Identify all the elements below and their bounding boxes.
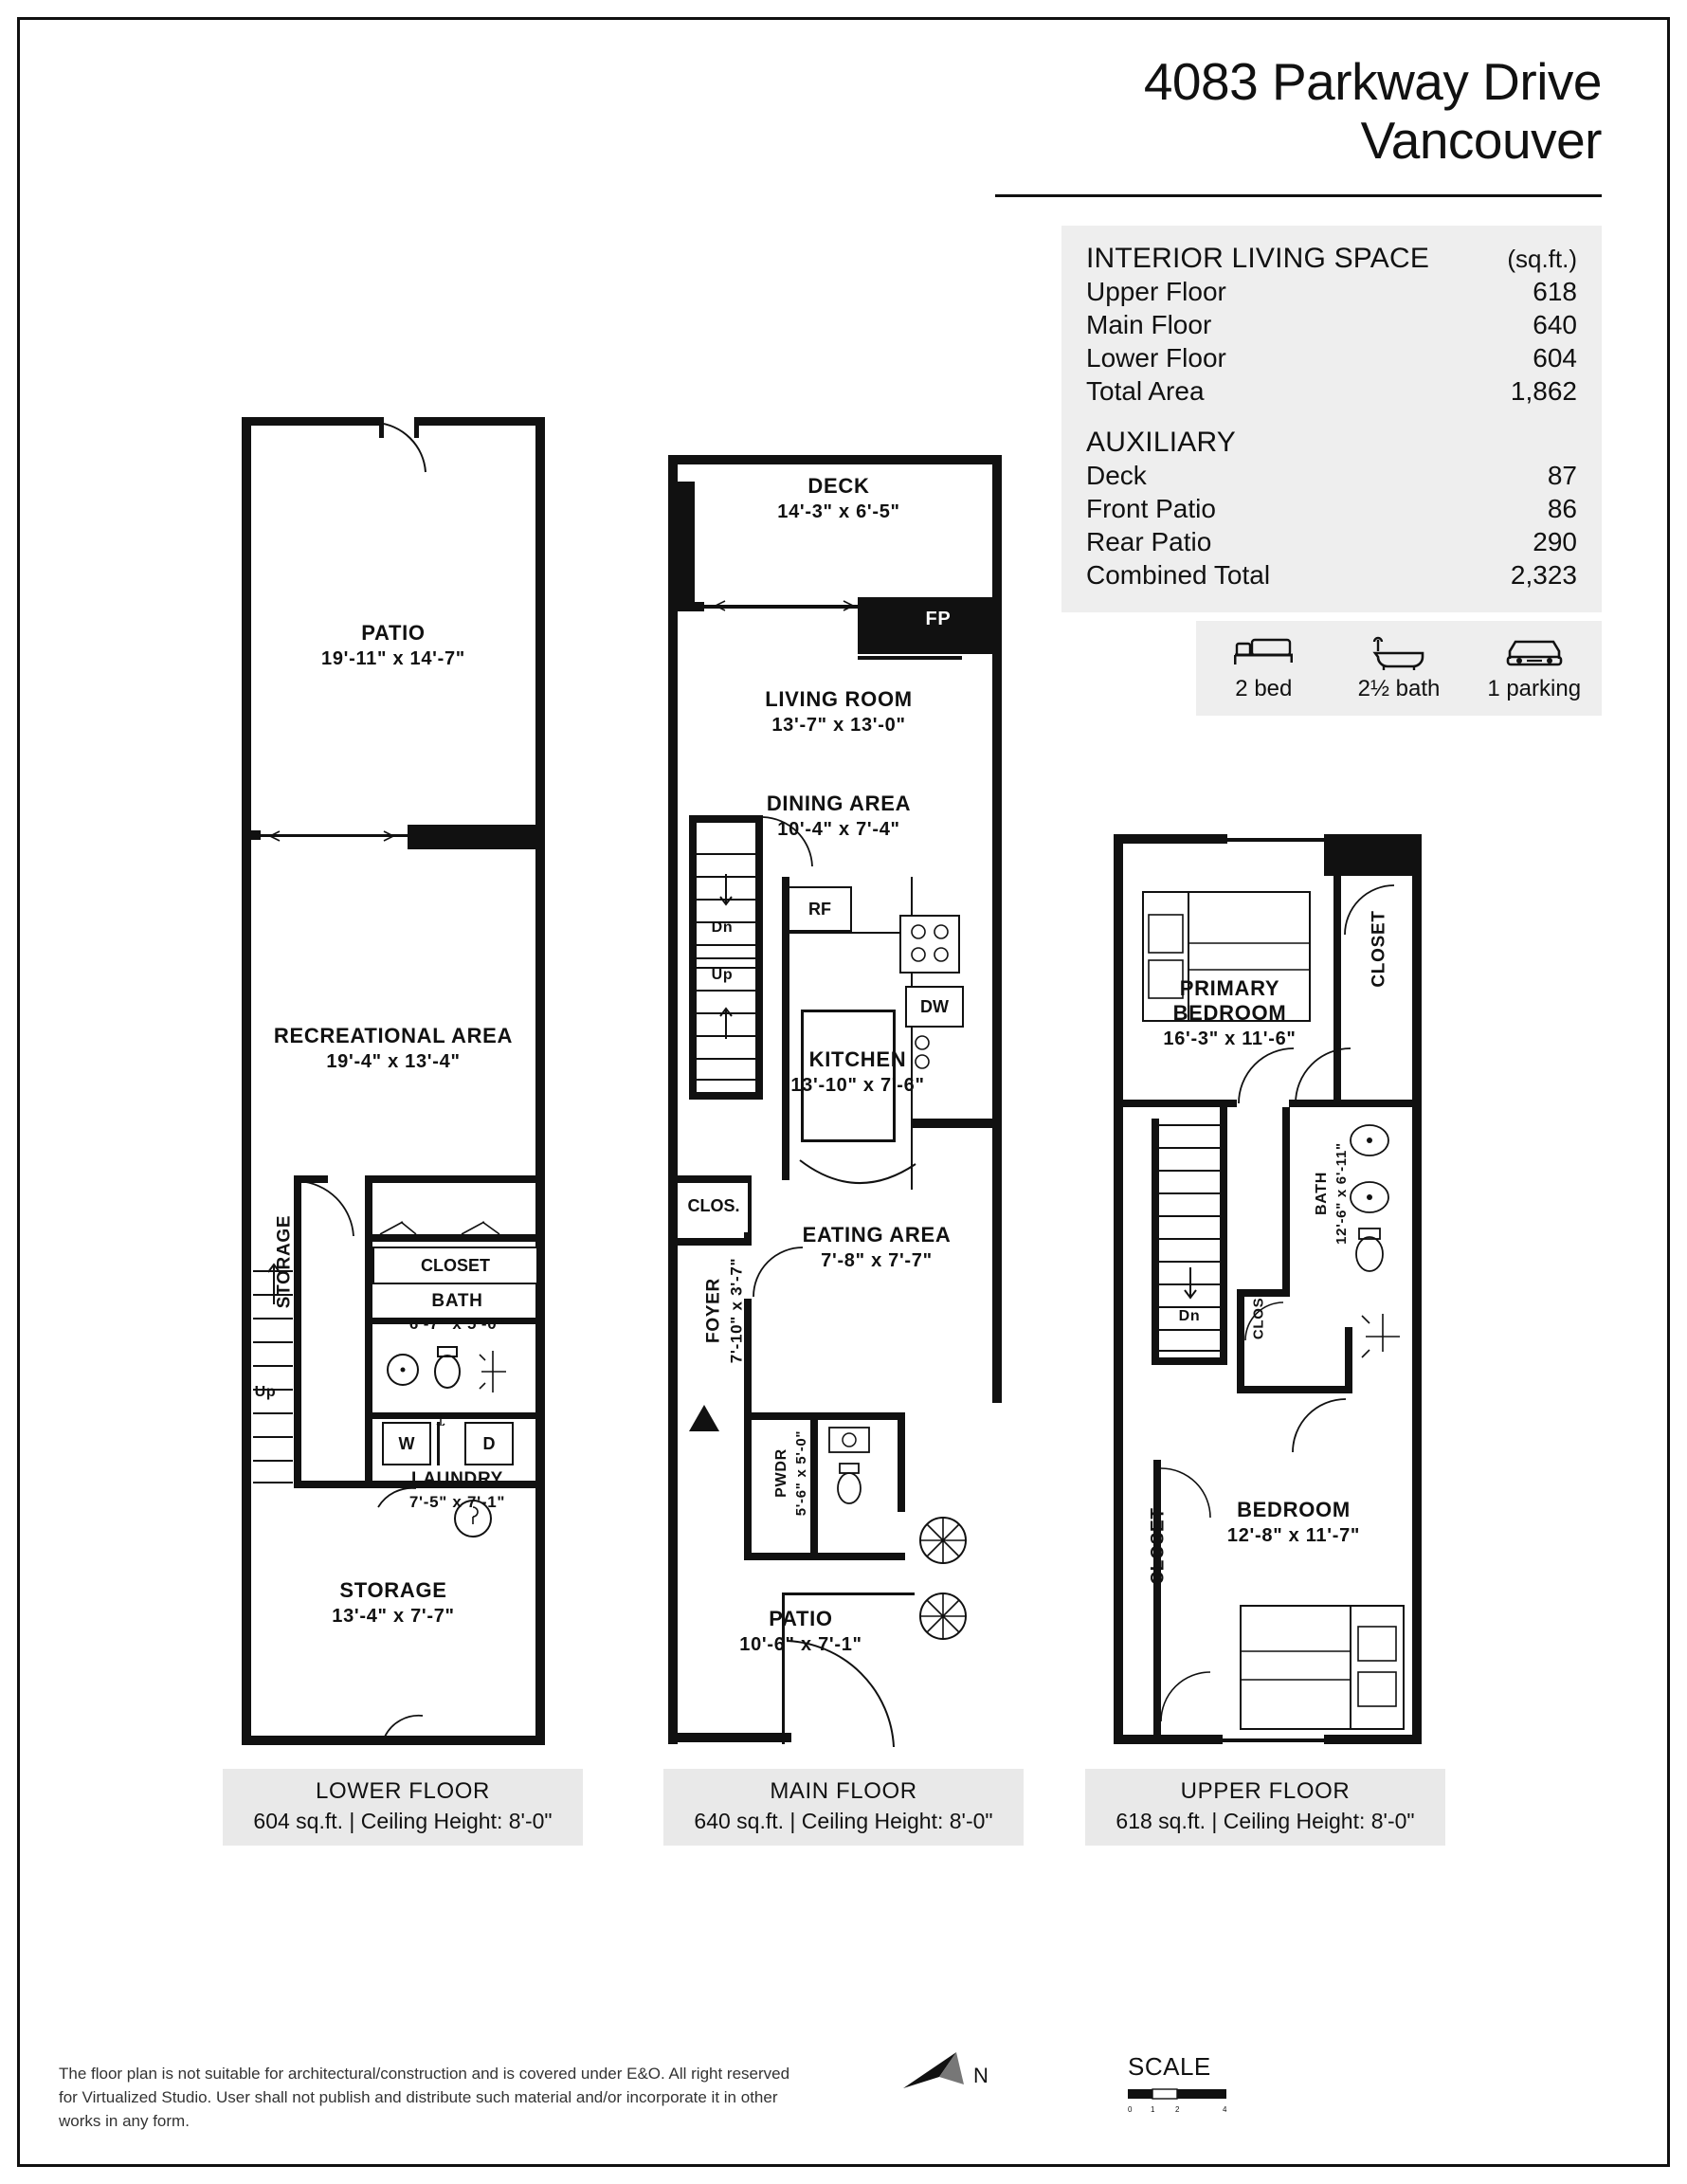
divider [437, 1422, 440, 1465]
wall [242, 830, 261, 840]
stair-direction-dn: Dn [1178, 1308, 1201, 1324]
window-line [1227, 838, 1327, 842]
stat-label: Rear Patio [1086, 527, 1212, 556]
closet-door-icon [374, 1219, 540, 1238]
wall [417, 417, 545, 426]
door-swing-icon [1292, 1045, 1354, 1107]
stat-value: 618 [1533, 277, 1577, 306]
stat-row [1086, 308, 1577, 341]
wall [1114, 834, 1123, 1744]
stat-row [1086, 374, 1577, 408]
wall [678, 1175, 752, 1183]
stat-label: Main Floor [1086, 310, 1212, 339]
closet-label: CLOSET [372, 1247, 538, 1284]
interior-heading-row [1086, 243, 1577, 275]
wall [535, 417, 545, 1744]
room-kitchen: KITCHEN 13'-10" x 7'-6" [790, 1047, 925, 1096]
svg-text:2: 2 [1175, 2105, 1180, 2114]
stat-row [1086, 558, 1577, 592]
room-storage-vertical: STORAGE [273, 1214, 294, 1309]
cooktop-icon [901, 917, 958, 972]
room-powder: PWDR 5'-6" x 5'-0" [773, 1429, 809, 1517]
room-primary-bedroom: PRIMARY BEDROOM 16'-3" x 11'-6" [1163, 976, 1297, 1049]
wall [810, 1412, 818, 1559]
stat-value: 640 [1533, 310, 1577, 339]
wall [294, 1481, 370, 1488]
stat-value: 87 [1547, 461, 1577, 490]
stair-direction-up: Up [254, 1384, 277, 1400]
room-deck: DECK 14'-3" x 6'-5" [777, 474, 900, 522]
closet-label: CLOS. [680, 1183, 748, 1232]
wall [408, 825, 545, 849]
wall [1412, 834, 1422, 1744]
stat-label: Total Area [1086, 376, 1205, 406]
svg-text:0: 0 [1128, 2105, 1133, 2114]
lower-floor-plan [242, 417, 564, 1754]
island-edge [801, 1139, 896, 1142]
hearth-line [858, 656, 962, 660]
badge-bed-label: 2 bed [1235, 676, 1293, 701]
wall [1114, 834, 1227, 844]
stat-value: 290 [1533, 527, 1577, 556]
closet-primary-label: CLOSET [1369, 910, 1389, 988]
floor-label-upper: UPPER FLOOR 618 sq.ft. | Ceiling Height: 8'-0" [1085, 1769, 1445, 1846]
main-floor-plan [668, 455, 1009, 1754]
closet-bedroom-label: CLOSET [1148, 1507, 1169, 1585]
stat-value: 1,862 [1510, 376, 1577, 406]
room-eating: EATING AREA 7'-8" x 7'-7" [802, 1223, 952, 1271]
wall [365, 1412, 545, 1419]
shower-icon [1351, 1308, 1417, 1374]
room-laundry: LAUNDRY 7'-5" x 7'-1" [408, 1469, 506, 1511]
badge-bath-label: 2½ bath [1357, 676, 1441, 701]
door-swing-icon [379, 1714, 483, 1738]
stat-row [1086, 492, 1577, 525]
interior-heading: INTERIOR LIVING SPACE [1086, 243, 1430, 274]
stat-row [1086, 341, 1577, 374]
auxiliary-heading: AUXILIARY [1086, 427, 1236, 458]
wall [1220, 1107, 1227, 1365]
up-arrow-icon [716, 1003, 736, 1041]
wall [1152, 1357, 1227, 1365]
car-icon [1466, 634, 1602, 676]
powder-fixtures-icon [820, 1422, 901, 1555]
stat-label: Deck [1086, 461, 1147, 490]
property-badges [1196, 621, 1602, 716]
floor-label-main: MAIN FLOOR 640 sq.ft. | Ceiling Height: 8'-0" [663, 1769, 1024, 1846]
wall [1324, 834, 1422, 876]
counter-curve [796, 1156, 919, 1204]
window-line [1223, 1738, 1325, 1742]
room-foyer: FOYER 7'-10" x 3'-7" [703, 1257, 746, 1364]
stat-label: Lower Floor [1086, 343, 1226, 373]
badge-bed [1196, 634, 1332, 702]
svg-text:4: 4 [1223, 2105, 1227, 2114]
badge-parking [1466, 634, 1602, 702]
room-recreational-area: RECREATIONAL AREA 19'-4" x 13'-4" [273, 1024, 514, 1072]
wall [1282, 1107, 1290, 1297]
wall [992, 597, 1002, 654]
title-line-2: Vancouver [1360, 111, 1602, 170]
wall [1237, 1386, 1351, 1393]
door-swing-icon [1242, 1299, 1287, 1344]
stair-direction-up: Up [711, 967, 734, 983]
stat-label: Front Patio [1086, 494, 1216, 523]
closet-small-label: CLOS. [1250, 1292, 1267, 1340]
wall [1114, 1735, 1223, 1744]
badge-bath [1332, 634, 1467, 702]
title-line-1: 4083 Parkway Drive [1143, 52, 1602, 111]
fireplace-label: FP [925, 609, 952, 629]
upper-floor-plan [1114, 834, 1436, 1754]
door-swing-icon [1157, 1668, 1214, 1725]
wall [668, 455, 678, 1744]
shrub-icon [910, 1507, 976, 1574]
stat-label: Combined Total [1086, 560, 1271, 590]
dryer-label: D [464, 1422, 514, 1465]
wall [1114, 1100, 1237, 1107]
svg-text:1: 1 [1151, 2105, 1155, 2114]
wall [744, 1412, 752, 1559]
room-patio-main: PATIO 10'-6" x 7'-1" [739, 1607, 862, 1655]
page-title [995, 52, 1602, 170]
wall [668, 455, 1002, 464]
interior-unit: (sq.ft.) [1507, 245, 1577, 273]
room-bedroom: BEDROOM 12'-8" x 11'-7" [1226, 1498, 1361, 1546]
auxiliary-heading-row [1086, 427, 1577, 459]
title-divider [995, 194, 1602, 197]
down-arrow-icon [716, 872, 736, 910]
room-storage: STORAGE 13'-4" x 7'-7" [332, 1578, 455, 1627]
room-living: LIVING ROOM 13'-7" x 13'-0" [765, 687, 913, 736]
stat-value: 86 [1547, 494, 1577, 523]
stat-value: 2,323 [1510, 560, 1577, 590]
scale-label: SCALE [1128, 2052, 1211, 2081]
svg-text:N: N [973, 2064, 989, 2087]
wall [913, 1119, 1000, 1128]
wall [744, 1412, 905, 1420]
wall [365, 1175, 545, 1183]
area-summary-panel [1061, 226, 1602, 612]
room-dining: DINING AREA 10'-4" x 7'-4" [766, 792, 912, 840]
scale-bar [1128, 2052, 1232, 2128]
bed-furniture-icon [1237, 1602, 1407, 1735]
wall [242, 417, 251, 1744]
stat-row [1086, 459, 1577, 492]
sliding-door-icon [706, 595, 862, 616]
room-bath: BATH 6'-7" x 5'-0" [408, 1291, 506, 1333]
disclaimer-text: The floor plan is not suitable for architectural/construction and is covered under E&O. All right reserved for Virtualized Studio. User shall not publish and distribute such material and/or incorporate it in other works in any form. [59, 2065, 790, 2130]
washer-label: W [382, 1422, 431, 1465]
floor-label-lower: LOWER FLOOR 604 sq.ft. | Ceiling Height: 8'-0" [223, 1769, 583, 1846]
north-arrow [896, 2043, 1000, 2104]
wall [668, 1733, 791, 1742]
patio-edge [782, 1592, 915, 1595]
wall [242, 417, 379, 426]
sliding-door-icon [263, 825, 405, 847]
wall [1324, 1735, 1422, 1744]
stat-value: 604 [1533, 343, 1577, 373]
stair-break-line [689, 957, 763, 959]
refrigerator-label: RF [788, 886, 852, 932]
stat-row [1086, 525, 1577, 558]
plumbing-icon [431, 1412, 450, 1426]
island-edge [801, 1010, 896, 1012]
down-arrow-icon [1180, 1265, 1201, 1305]
door-swing-icon [1235, 1045, 1297, 1107]
dishwasher-label: DW [905, 986, 964, 1028]
stair-direction-dn: Dn [711, 919, 734, 936]
door-swing-icon [1341, 882, 1398, 938]
room-patio: PATIO 19'-11" x 14'-7" [321, 621, 465, 669]
wall [1152, 1119, 1159, 1365]
bed-icon [1196, 634, 1332, 676]
stat-row [1086, 275, 1577, 308]
counter-line [788, 932, 911, 934]
entry-arrow-icon [685, 1403, 723, 1435]
badge-parking-label: 1 parking [1487, 676, 1582, 701]
door-swing-icon [1289, 1395, 1351, 1458]
door-swing-icon [295, 1175, 361, 1242]
room-bath-upper: BATH 12'-6" x 6'-11" [1314, 1142, 1350, 1245]
wall [668, 602, 704, 611]
bathtub-icon [1332, 634, 1467, 676]
wall [365, 1175, 372, 1488]
stat-label: Upper Floor [1086, 277, 1226, 306]
door-swing-icon [374, 421, 431, 478]
bath-fixtures-icon [379, 1332, 535, 1408]
